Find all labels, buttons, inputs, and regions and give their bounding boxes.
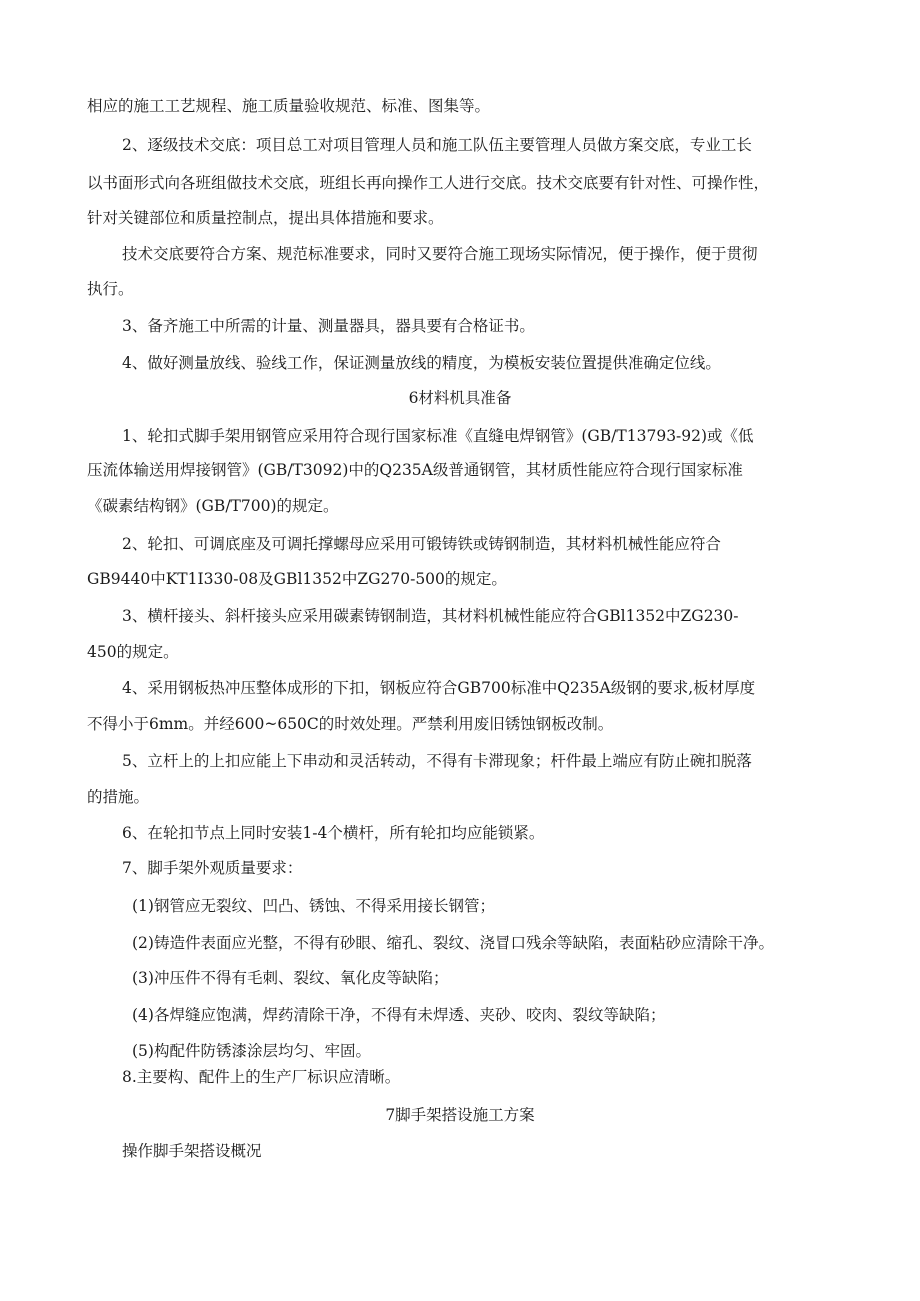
paragraph-line: 2、轮扣、可调底座及可调托撑螺母应采用可锻铸铁或铸钢制造，其材料机械性能应符合: [122, 535, 721, 553]
paragraph-line: 操作脚手架搭设概况: [122, 1142, 262, 1160]
paragraph-line: 不得小于6mm。并经600~650C的时效处理。严禁利用废旧锈蚀钢板改制。: [87, 715, 614, 733]
paragraph-line: 针对关键部位和质量控制点，提出具体措施和要求。: [87, 209, 444, 227]
paragraph-line: 7、脚手架外观质量要求：: [122, 859, 303, 877]
paragraph-line: 450的规定。: [87, 643, 179, 661]
paragraph-line: 1、轮扣式脚手架用钢管应采用符合现行国家标准《直缝电焊钢管》(GB/T13793-92)或《低: [122, 427, 754, 445]
paragraph-line: 3、备齐施工中所需的计量、测量器具，器具要有合格证书。: [122, 317, 535, 335]
paragraph-line: 5、立杆上的上扣应能上下串动和灵活转动，不得有卡滞现象；杆件最上端应有防止碗扣脱落: [122, 752, 752, 770]
paragraph-line: 3、横杆接头、斜杆接头应采用碳素铸钢制造，其材料机械性能应符合GBl1352中ZG230-: [122, 607, 739, 625]
paragraph-line: GB9440中KT1I330-08及GBl1352中ZG270-500的规定。: [87, 570, 507, 588]
list-item: (4)各焊缝应饱满，焊药清除干净，不得有未焊透、夹砂、咬肉、裂纹等缺陷；: [132, 1006, 666, 1024]
section-heading: 6材料机具准备: [408, 389, 512, 407]
list-item: (5)构配件防锈漆涂层均匀、牢固。: [132, 1042, 371, 1060]
paragraph-line: 相应的施工工艺规程、施工质量验收规范、标准、图集等。: [87, 97, 491, 115]
paragraph-line: 执行。: [87, 280, 134, 298]
paragraph-line: 压流体输送用焊接钢管》(GB/T3092)中的Q235A级普通钢管，其材质性能应符合现行国家标准: [87, 461, 743, 479]
section-heading: 7脚手架搭设施工方案: [385, 1106, 535, 1124]
paragraph-line: 4、做好测量放线、验线工作，保证测量放线的精度，为模板安装位置提供准确定位线。: [122, 354, 721, 372]
paragraph-line: 2、逐级技术交底：项目总工对项目管理人员和施工队伍主要管理人员做方案交底，专业工长: [122, 136, 752, 154]
list-item: (1)钢管应无裂纹、凹凸、锈蚀、不得采用接长钢管；: [132, 897, 495, 915]
paragraph-line: 以书面形式向各班组做技术交底，班组长再向操作工人进行交底。技术交底要有针对性、可操作性，: [87, 174, 770, 192]
paragraph-line: 的措施。: [87, 788, 150, 806]
paragraph-line: 《碳素结构钢》(GB/T700)的规定。: [87, 497, 339, 515]
list-item: (2)铸造件表面应光整，不得有砂眼、缩孔、裂纹、浇冒口残余等缺陷，表面粘砂应清除干净。: [132, 934, 774, 952]
paragraph-line: 4、采用钢板热冲压整体成形的下扣，钢板应符合GB700标准中Q235A级钢的要求,板材厚度: [122, 679, 756, 697]
paragraph-line: 8.主要构、配件上的生产厂标识应清晰。: [122, 1068, 401, 1086]
paragraph-line: 6、在轮扣节点上同时安装1-4个横杆，所有轮扣均应能锁紧。: [122, 824, 545, 842]
paragraph-line: 技术交底要符合方案、规范标准要求，同时又要符合施工现场实际情况，便于操作，便于贯彻: [122, 245, 758, 263]
list-item: (3)冲压件不得有毛刺、裂纹、氧化皮等缺陷；: [132, 969, 449, 987]
